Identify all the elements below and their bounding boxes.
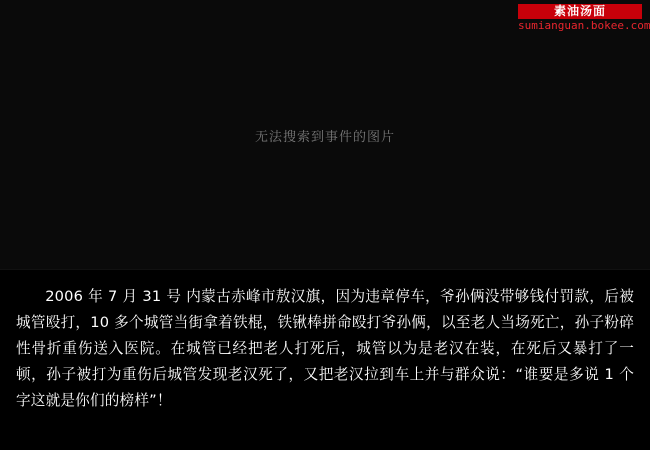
article-body xyxy=(0,270,650,450)
article-paragraph: 2006 年 7 月 31 号 内蒙古赤峰市敖汉旗，因为违章停车，爷孙俩没带够钱付罚款，后被城管殴打，10 多个城管当街拿着铁棍，铁锹棒拼命殴打爷孙俩，以至老人当场死亡，孙子粉碎性骨折重伤送入医院。在城管已经把老人打死后，城管以为是老汉在装，在死后又暴打了一顿，孙子被打为重伤后城管发现老汉死了，又把老汉拉到车上并与群众说：“谁要是多说 1 个字这就是你们的榜样”！ xyxy=(16,288,634,409)
watermark-url: sumianguan.bokee.com xyxy=(518,19,650,32)
watermark-title: 素油汤面 xyxy=(518,4,642,19)
image-placeholder-text: 无法搜索到事件的图片 xyxy=(254,129,395,145)
watermark xyxy=(518,4,650,33)
